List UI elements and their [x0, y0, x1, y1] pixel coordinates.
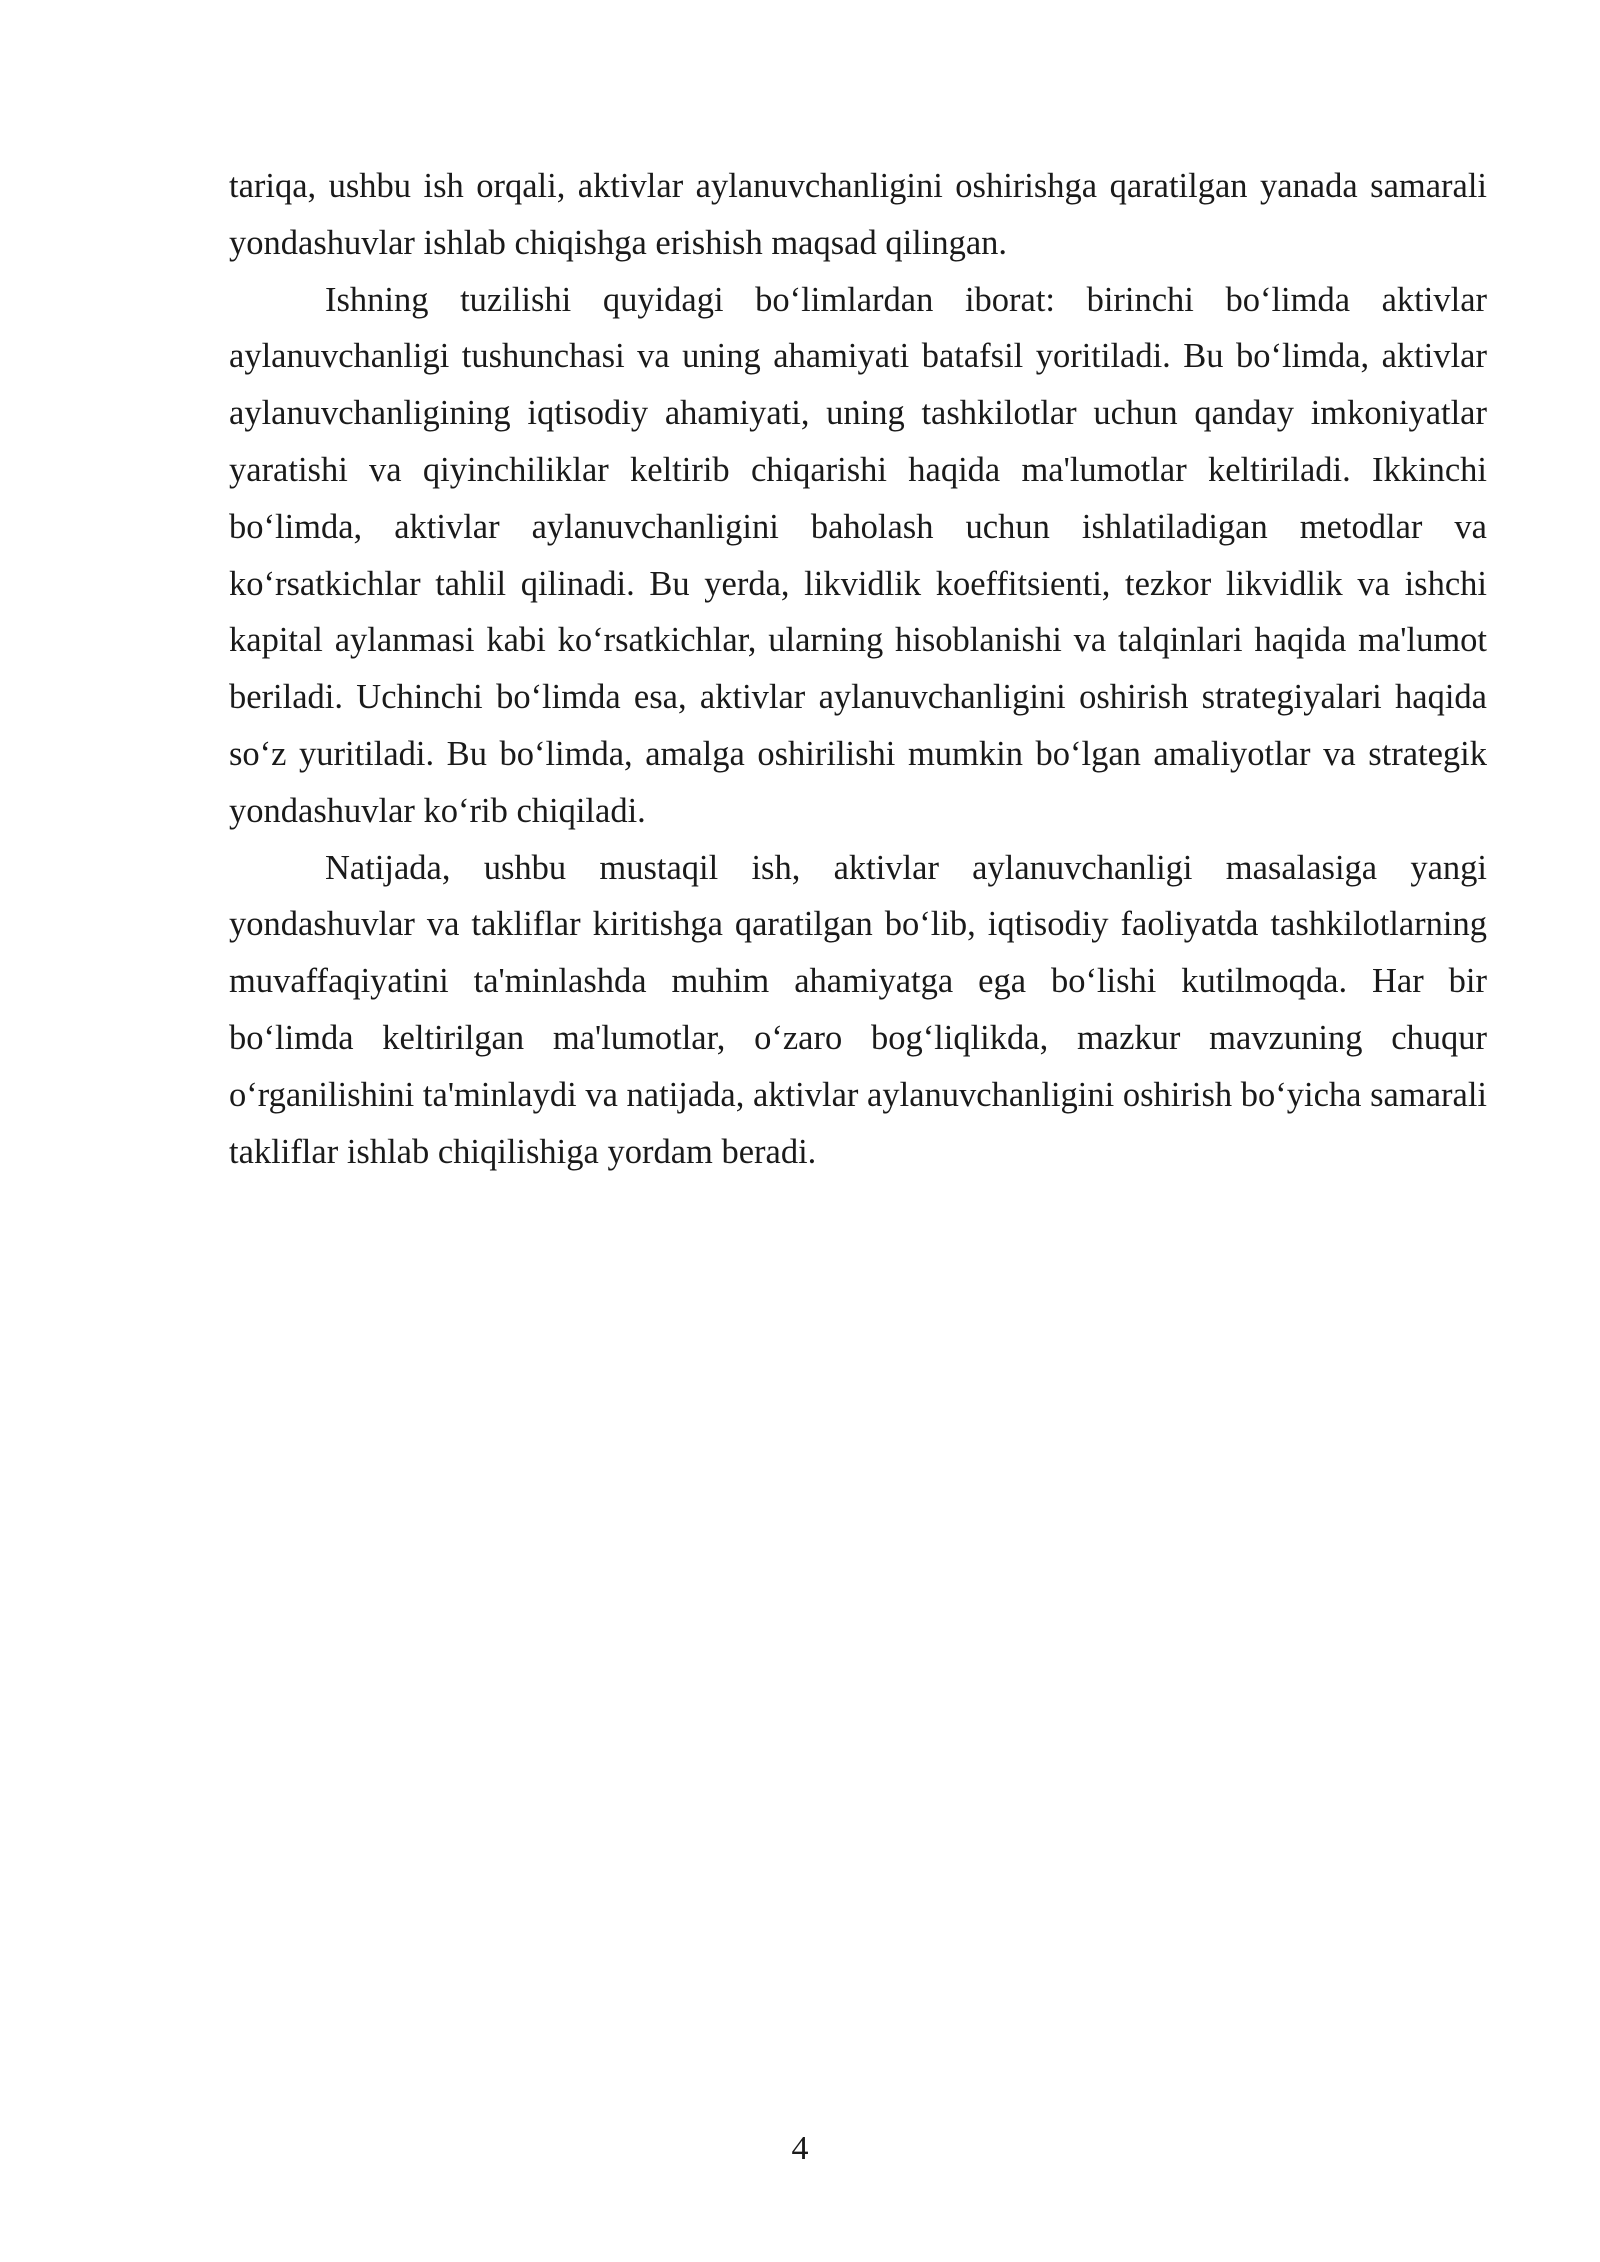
body-text [229, 158, 1487, 1180]
paragraph-conclusion: Natijada, ushbu mustaqil ish, aktivlar aylanuvchanligi masalasiga yangi yondashuvlar va takliflar kiritishga qaratilgan bo‘lib, iqtisodiy faoliyatda tashkilotlarning muvaffaqiyatini ta'minlashda muhim ahamiyatga ega bo‘lishi kutilmoqda. Har bir bo‘limda keltirilgan ma'lumotlar, o‘zaro bog‘liqlikda, mazkur mavzuning chuqur o‘rganilishini ta'minlaydi va natijada, aktivlar aylanuvchanligini oshirish bo‘yicha samarali takliflar ishlab chiqilishiga yordam beradi. [229, 848, 1487, 1171]
paragraph-structure: Ishning tuzilishi quyidagi bo‘limlardan iborat: birinchi bo‘limda aktivlar aylanuvchanligi tushunchasi va uning ahamiyati batafsil yoritiladi. Bu bo‘limda, aktivlar aylanuvchanligining iqtisodiy ahamiyati, uning tashkilotlar uchun qanday imkoniyatlar yaratishi va qiyinchiliklar keltirib chiqarishi haqida ma'lumotlar keltiriladi. Ikkinchi bo‘limda, aktivlar aylanuvchanligini baholash uchun ishlatiladigan metodlar va ko‘rsatkichlar tahlil qilinadi. Bu yerda, likvidlik koeffitsienti, tezkor likvidlik va ishchi kapital aylanmasi kabi ko‘rsatkichlar, ularning hisoblanishi va talqinlari haqida ma'lumot beriladi. Uchinchi bo‘limda esa, aktivlar aylanuvchanligini oshirish strategiyalari haqida so‘z yuritiladi. Bu bo‘limda, amalga oshirilishi mumkin bo‘lgan amaliyotlar va strategik yondashuvlar ko‘rib chiqiladi. [229, 280, 1487, 830]
paragraph-continuation: tariqa, ushbu ish orqali, aktivlar aylanuvchanligini oshirishga qaratilgan yanada samarali yondashuvlar ishlab chiqishga erishish maqsad qilingan. [229, 167, 1487, 262]
page-number: 4 [791, 2130, 809, 2167]
